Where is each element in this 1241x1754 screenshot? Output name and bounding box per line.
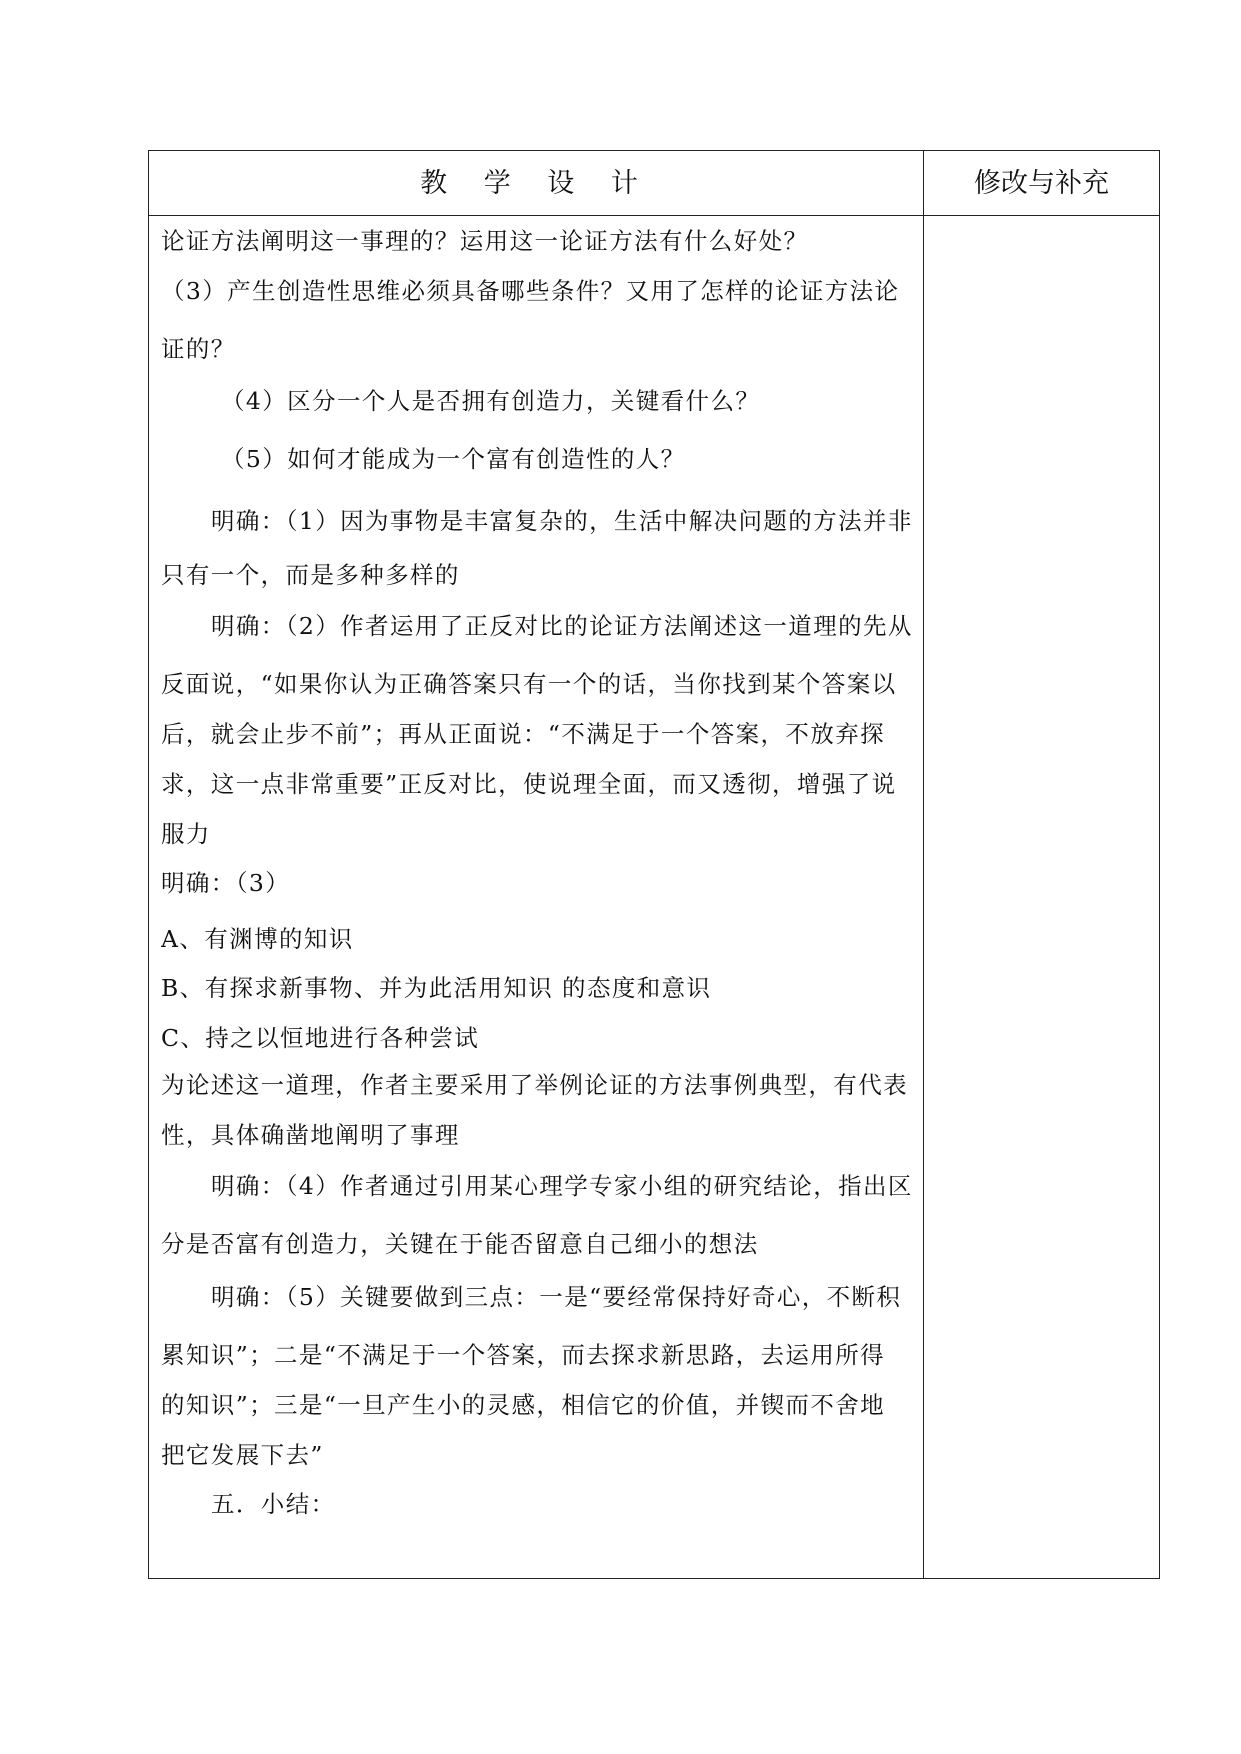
- column-divider: [923, 151, 924, 1578]
- lesson-plan-table: [148, 150, 1160, 1579]
- text-line: 的知识”；三是“一旦产生小的灵感，相信它的价值，并锲而不舍地: [161, 1391, 886, 1419]
- text-line: （3）产生创造性思维必须具备哪些条件？又用了怎样的论证方法论: [161, 277, 900, 305]
- text-line: （4）区分一个人是否拥有创造力，关键看什么？: [221, 387, 761, 415]
- text-line: A、有渊博的知识: [161, 925, 354, 953]
- teaching-design-cell: [161, 216, 916, 1576]
- header-revision-notes: 修改与补充: [974, 168, 1109, 199]
- text-line: 明确：（3）: [161, 869, 291, 897]
- text-line: 性，具体确凿地阐明了事理: [161, 1121, 460, 1149]
- text-line: 把它发展下去”: [161, 1441, 324, 1469]
- text-line: 论证方法阐明这一事理的？运用这一论证方法有什么好处？: [161, 227, 809, 255]
- text-line: 为论述这一道理，作者主要采用了举例论证的方法事例典型，有代表: [161, 1071, 908, 1099]
- text-line: 明确：（1）因为事物是丰富复杂的，生活中解决问题的方法并非: [211, 507, 913, 535]
- table-header-row: [149, 151, 1159, 216]
- text-line: 服力: [161, 820, 211, 848]
- text-line: 只有一个，而是多种多样的: [161, 561, 460, 589]
- text-line: （5）如何才能成为一个富有创造性的人？: [221, 445, 686, 473]
- text-line: B、有探求新事物、并为此活用知识 的态度和意识: [161, 974, 712, 1002]
- text-line: 明确：（5）关键要做到三点：一是“要经常保持好奇心，不断积: [211, 1283, 902, 1311]
- text-line: 累知识”；二是“不满足于一个答案，而去探求新思路，去运用所得: [161, 1341, 886, 1369]
- text-line: 明确：（4）作者通过引用某心理学专家小组的研究结论，指出区: [211, 1172, 913, 1200]
- text-line: 分是否富有创造力，关键在于能否留意自己细小的想法: [161, 1230, 759, 1258]
- text-line: 后，就会止步不前”；再从正面说：“不满足于一个答案，不放弃探: [161, 720, 886, 748]
- text-line: 明确：（2）作者运用了正反对比的论证方法阐述这一道理的先从: [211, 612, 913, 640]
- text-line: C、持之以恒地进行各种尝试: [161, 1024, 480, 1052]
- text-line: 证的？: [161, 335, 236, 363]
- text-line: 求，这一点非常重要”正反对比，使说理全面，而又透彻，增强了说: [161, 770, 897, 798]
- section-heading: 五．小结：: [211, 1490, 336, 1518]
- header-teaching-design: 教 学 设 计: [420, 168, 652, 199]
- text-line: 反面说，“如果你认为正确答案只有一个的话，当你找到某个答案以: [161, 670, 897, 698]
